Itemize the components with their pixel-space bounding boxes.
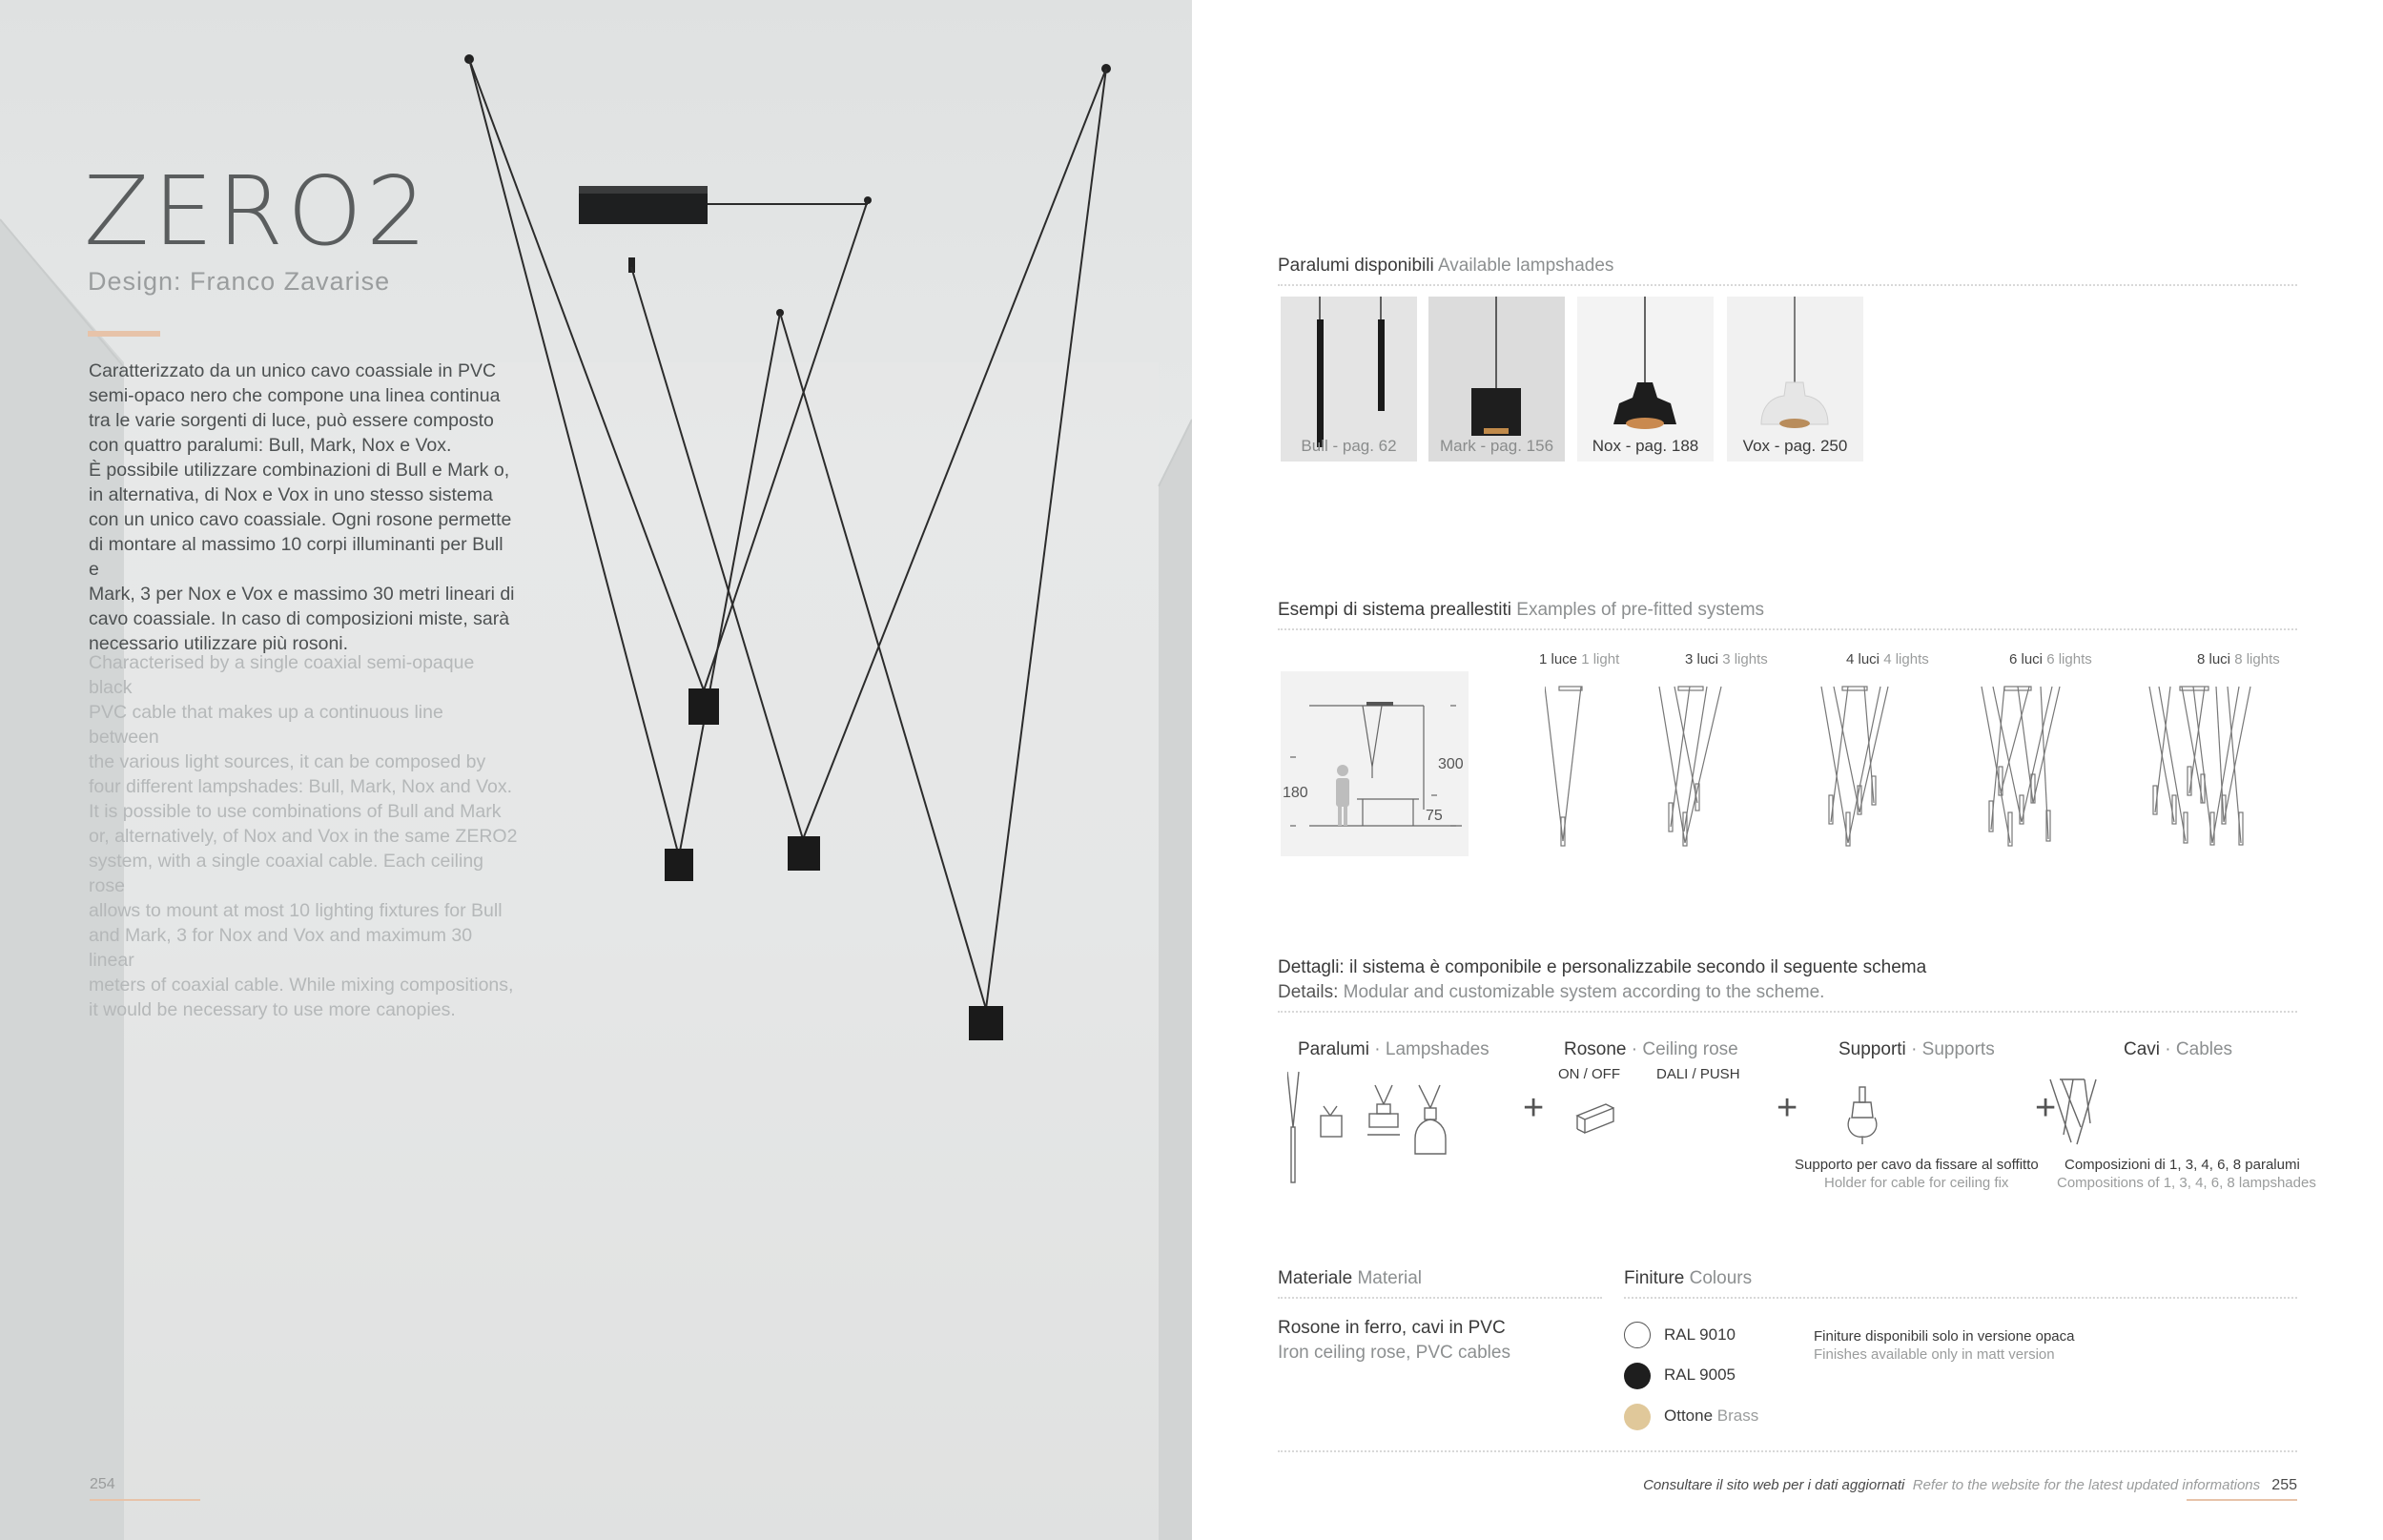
component-rose-heading bbox=[1564, 1039, 1738, 1060]
room-dimension-diagram bbox=[1281, 671, 1469, 856]
finish-ral-9010-label bbox=[1664, 1325, 1736, 1345]
divider bbox=[1278, 628, 2297, 630]
config-3-drawing bbox=[1659, 687, 1721, 846]
config-4-drawing bbox=[1821, 687, 1888, 846]
details-line-en bbox=[1278, 982, 1824, 1003]
dimension-schema bbox=[1281, 671, 1469, 856]
footer-note bbox=[1643, 1477, 2297, 1494]
details-label-it: Dettagli: bbox=[1278, 957, 1345, 977]
right-page bbox=[1192, 0, 2383, 1540]
dimension-75: 75 bbox=[1426, 808, 1443, 824]
finish-ral-9010-it: RAL 9010 bbox=[1664, 1325, 1736, 1344]
examples-heading bbox=[1278, 600, 1764, 621]
dimension-300: 300 bbox=[1438, 756, 1464, 772]
config-4-it: 4 luci bbox=[1846, 651, 1880, 667]
config-3-it: 3 luci bbox=[1685, 651, 1719, 667]
details-label-en: Details: bbox=[1278, 982, 1339, 1002]
product-title: ZERO2 bbox=[84, 155, 431, 267]
cables-note-en: Compositions of 1, 3, 4, 6, 8 lampshades bbox=[2057, 1175, 2316, 1191]
lampshade-bull-label: Bull - pag. 62 bbox=[1301, 437, 1397, 455]
lampshade-vox-label: Vox - pag. 250 bbox=[1742, 437, 1848, 455]
config-6-drawing bbox=[1982, 687, 2060, 846]
config-8-label bbox=[2197, 651, 2280, 667]
preset-configurations-diagram bbox=[1545, 679, 2308, 851]
rose-option-dali: DALI / PUSH bbox=[1656, 1066, 1740, 1082]
material-heading-it: Materiale bbox=[1278, 1268, 1353, 1288]
component-cables-heading bbox=[2124, 1039, 2232, 1060]
swatch-brass bbox=[1624, 1404, 1651, 1430]
ceiling-rose-icon bbox=[1577, 1104, 1613, 1133]
config-4-en: 4 lights bbox=[1883, 651, 1929, 667]
page-number-left: 254 bbox=[90, 1476, 115, 1492]
examples-heading-it: Esempi di sistema preallestiti bbox=[1278, 600, 1511, 620]
bull-lampshade-icon bbox=[1287, 1072, 1299, 1182]
divider bbox=[1624, 1297, 2297, 1299]
plus-sign-1: + bbox=[1523, 1088, 1545, 1128]
config-3-label bbox=[1685, 651, 1768, 667]
lampshade-vox bbox=[1727, 297, 1863, 462]
details-text-en: Modular and customizable system according to the scheme. bbox=[1338, 982, 1825, 1002]
examples-heading-en: Examples of pre-fitted systems bbox=[1516, 600, 1765, 620]
page-number-underline bbox=[2187, 1499, 2297, 1501]
config-8-drawing bbox=[2149, 687, 2250, 845]
config-1-label bbox=[1539, 651, 1619, 667]
component-lampshades-it: Paralumi bbox=[1298, 1039, 1369, 1059]
lampshade-nox bbox=[1577, 297, 1714, 462]
finishes-note-it: Finiture disponibili solo in versione opaca bbox=[1814, 1328, 2075, 1345]
finishes-note-en: Finishes available only in matt version bbox=[1814, 1346, 2055, 1363]
finish-brass-en: Brass bbox=[1716, 1407, 1759, 1425]
config-3-en: 3 lights bbox=[1722, 651, 1768, 667]
config-1-it: 1 luce bbox=[1539, 651, 1578, 667]
rose-option-onoff: ON / OFF bbox=[1558, 1066, 1620, 1082]
divider bbox=[1278, 1011, 2297, 1013]
mark-lampshade-icon bbox=[1321, 1106, 1342, 1137]
description-english: Characterised by a single coaxial semi-opaque black PVC cable that makes up a continuous line between the various light sources, it can be composed by four different lampshades: Bull, Mark, Nox and Vox. It is possible to use combinations of Bull and Mark or, alternatively, of Nox and Vox in the same ZERO2 system, with a single coaxial cable. Each ceiling rose allows to mount at most 10 lighting fixtures for Bull and Mark, 3 for Nox and Vox and maximum 30 linear meters of coaxial cable. While mixing compositions, it would be necessary to use more canopies. bbox=[89, 652, 518, 1020]
lampshade-mark bbox=[1428, 297, 1565, 462]
vox-lampshade-icon bbox=[1415, 1085, 1446, 1154]
finish-brass-label bbox=[1664, 1407, 1758, 1426]
supports-note-en: Holder for cable for ceiling fix bbox=[1824, 1175, 2009, 1191]
plus-sign-3: + bbox=[2035, 1088, 2057, 1128]
finish-ral-9005-label bbox=[1664, 1365, 1736, 1385]
description-italian: Caratterizzato da un unico cavo coassiale in PVC semi-opaco nero che compone una linea continua tra le varie sorgenti di luce, può essere composto con quattro paralumi: Bull, Mark, Nox e Vox. È possibile utilizzare combinazioni di Bull e Mark o, in alternativa, di Nox e Vox in uno stesso sistema con un unico cavo coassiale. Ogni rosone permette di montare al massimo 10 corpi illuminanti per Bull e Mark, 3 per Nox e Vox e massimo 30 metri lineari di cavo coassiale. In caso di composizioni miste, sarà necessario utilizzare più rosoni. bbox=[89, 360, 515, 654]
cables-note-it: Composizioni di 1, 3, 4, 6, 8 paralumi bbox=[2065, 1157, 2300, 1173]
swatch-ral-9010 bbox=[1624, 1322, 1651, 1348]
component-lampshades-en: · Lampshades bbox=[1374, 1039, 1489, 1059]
lampshades-heading bbox=[1278, 256, 1613, 277]
accent-bar bbox=[88, 331, 160, 337]
finishes-heading-en: Colours bbox=[1689, 1268, 1753, 1288]
lampshade-mark-label: Mark - pag. 156 bbox=[1439, 437, 1554, 455]
component-lampshades-heading bbox=[1298, 1039, 1489, 1060]
details-line-it bbox=[1278, 957, 1926, 978]
component-supports-heading bbox=[1839, 1039, 1995, 1060]
component-supports-it: Supporti bbox=[1839, 1039, 1906, 1059]
component-rose-it: Rosone bbox=[1564, 1039, 1627, 1059]
config-8-en: 8 lights bbox=[2234, 651, 2280, 667]
swatch-ral-9005 bbox=[1624, 1363, 1651, 1389]
designer-credit: Design: Franco Zavarise bbox=[88, 267, 391, 296]
config-4-label bbox=[1846, 651, 1929, 667]
config-6-it: 6 luci bbox=[2009, 651, 2044, 667]
finish-ral-9005-it: RAL 9005 bbox=[1664, 1365, 1736, 1384]
finishes-heading-it: Finiture bbox=[1624, 1268, 1685, 1288]
nox-lampshade-icon bbox=[1367, 1085, 1400, 1135]
page-number-underline bbox=[90, 1499, 200, 1501]
component-cables-it: Cavi bbox=[2124, 1039, 2161, 1059]
page-number-right: 255 bbox=[2271, 1477, 2297, 1493]
component-supports-en: · Supports bbox=[1911, 1039, 1995, 1059]
ceiling-support-icon bbox=[1848, 1087, 1877, 1144]
dimension-180: 180 bbox=[1283, 785, 1308, 801]
config-6-en: 6 lights bbox=[2046, 651, 2092, 667]
footer-text-it: Consultare il sito web per i dati aggiornati bbox=[1643, 1477, 1905, 1493]
cables-icon bbox=[2050, 1079, 2096, 1144]
lampshade-bull bbox=[1281, 297, 1417, 462]
footer-text-en: Refer to the website for the latest updated informations bbox=[1912, 1477, 2261, 1493]
lampshades-heading-it: Paralumi disponibili bbox=[1278, 256, 1434, 276]
material-heading bbox=[1278, 1268, 1422, 1289]
material-text-it: Rosone in ferro, cavi in PVC bbox=[1278, 1318, 1506, 1338]
material-heading-en: Material bbox=[1357, 1268, 1423, 1288]
material-text-en: Iron ceiling rose, PVC cables bbox=[1278, 1343, 1510, 1363]
config-6-label bbox=[2009, 651, 2092, 667]
finish-brass-it: Ottone bbox=[1664, 1407, 1714, 1425]
supports-note-it: Supporto per cavo da fissare al soffitto bbox=[1795, 1157, 2039, 1173]
finishes-heading bbox=[1624, 1268, 1752, 1289]
plus-sign-2: + bbox=[1777, 1088, 1798, 1128]
divider bbox=[1278, 1297, 1602, 1299]
divider bbox=[1278, 284, 2297, 286]
divider bbox=[1278, 1450, 2297, 1452]
component-cables-en: · Cables bbox=[2165, 1039, 2233, 1059]
details-text-it: il sistema è componibile e personalizzabile secondo il seguente schema bbox=[1344, 957, 1927, 977]
lampshade-nox-label: Nox - pag. 188 bbox=[1592, 437, 1699, 455]
lampshades-heading-en: Available lampshades bbox=[1437, 256, 1614, 276]
config-8-it: 8 luci bbox=[2197, 651, 2231, 667]
config-1-en: 1 light bbox=[1581, 651, 1620, 667]
component-rose-en: · Ceiling rose bbox=[1631, 1039, 1738, 1059]
config-1-drawing bbox=[1545, 687, 1582, 846]
